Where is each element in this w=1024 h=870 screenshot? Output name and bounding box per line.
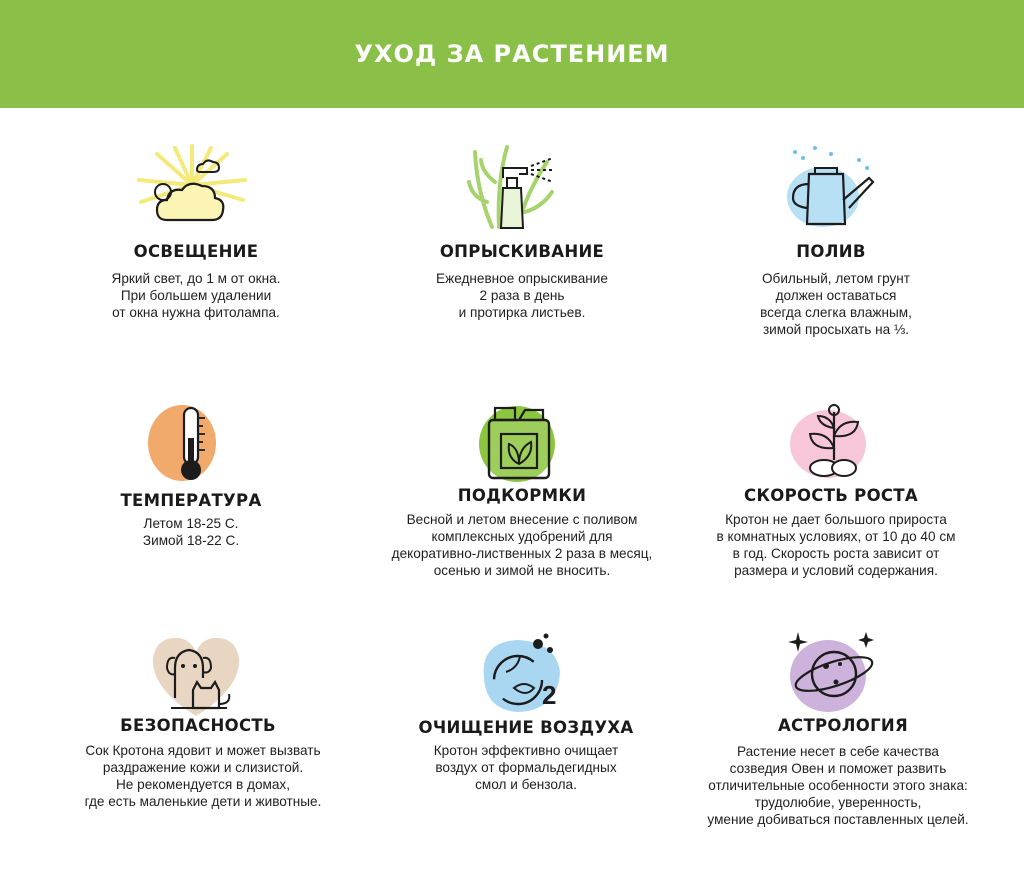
item-desc-air-cleaning: Кротон эффективно очищает воздух от формальдегидных смол и бензола. [433,743,619,792]
item-desc-lighting: Яркий свет, до 1 м от окна. При большем удалении от окна нужна фитолампа. [111,271,281,320]
air-o2-icon [456,628,586,718]
header-banner [0,0,1024,108]
spray-bottle-icon [447,142,577,232]
thermometer-icon [127,398,257,488]
item-title-growth-rate: СКОРОСТЬ РОСТА [744,486,918,505]
item-title-safety: БЕЗОПАСНОСТЬ [120,716,276,735]
item-title-astrology: АСТРОЛОГИЯ [777,716,908,735]
item-title-watering: ПОЛИВ [796,242,866,261]
planet-icon [770,626,900,716]
item-desc-temperature: Летом 18-25 С. Зимой 18-22 С. [142,516,240,548]
item-title-temperature: ТЕМПЕРАТУРА [120,491,262,510]
watering-can-icon [765,142,895,232]
page-title: УХОД ЗА РАСТЕНИЕМ [354,40,670,68]
item-title-feeding: ПОДКОРМКИ [457,486,587,505]
item-desc-safety: Сок Кротона ядовит и может вызвать раздражение кожи и слизистой. Не рекомендуется в домах, где есть маленькие дети и животные. [84,743,322,809]
item-desc-growth-rate: Кротон не дает большого прироста в комнатных условиях, от 10 до 40 см в год. Скорость роста зависит от размера и условий содержания. [716,512,956,578]
item-title-air-cleaning: ОЧИЩЕНИЕ ВОЗДУХА [418,718,634,737]
svg-text:2: 2 [542,680,557,710]
item-desc-spraying: Ежедневное опрыскивание 2 раза в день и протирка листьев. [436,271,608,320]
item-desc-astrology: Растение несет в себе качества созведия Овен и поможет развить отличительные особенности этого знака: трудолюбие, уверенность, умение добиваться поставленных целей. [707,744,969,827]
sun-cloud-icon [127,140,257,230]
sprout-icon [772,398,902,488]
item-desc-watering: Обильный, летом грунт должен оставаться всегда слегка влажным, зимой просыхать на ⅓. [760,271,912,337]
item-title-spraying: ОПРЫСКИВАНИЕ [439,242,605,261]
item-desc-feeding: Весной и летом внесение с поливом комплексных удобрений для декоративно-лиственных 2 раза в месяц, осенью и зимой не вносить. [391,512,653,578]
fertilizer-canister-icon [455,398,585,488]
pets-heart-icon [131,628,261,718]
item-title-lighting: ОСВЕЩЕНИЕ [133,242,259,261]
